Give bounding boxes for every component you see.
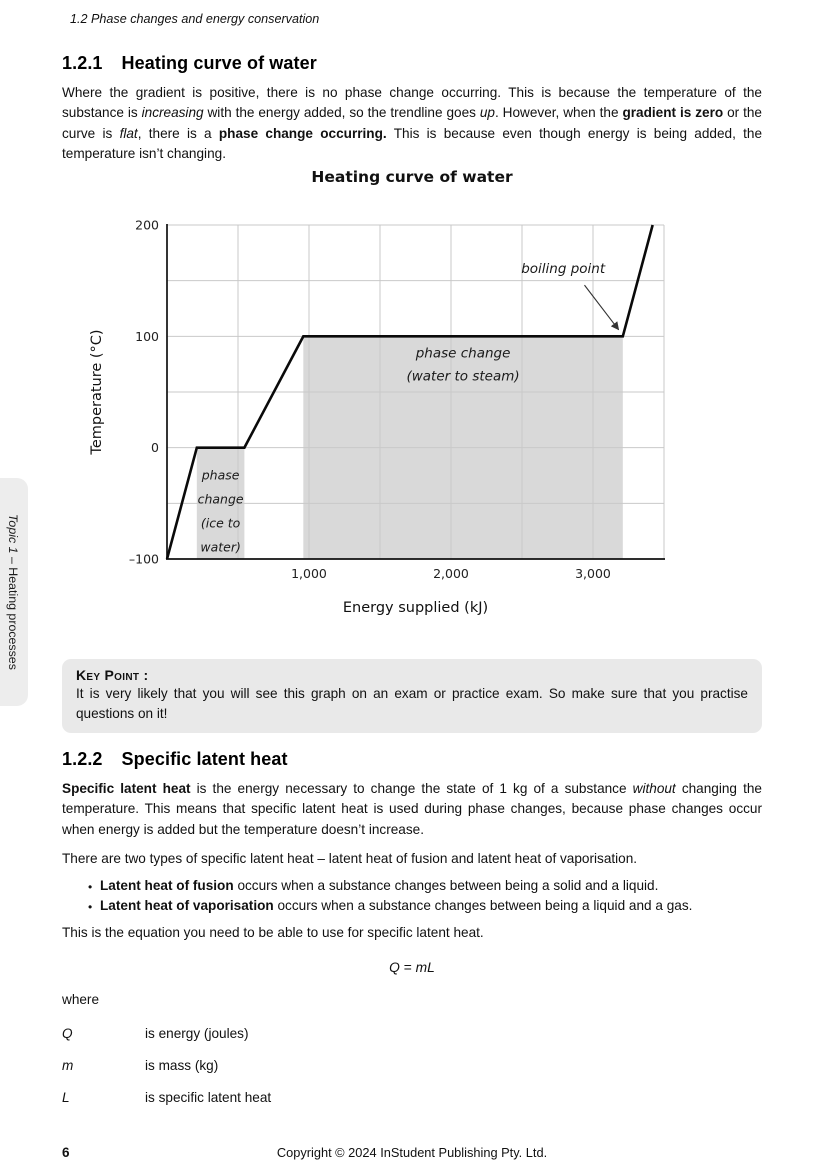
latent-heat-paragraph: Specific latent heat is the energy necessary to change the state of 1 kg of a substance without changing the temperature. This means that specific latent heat is used during phase changes, because phase changes occur when energy is added but the temperature doesn’t increase.	[62, 781, 762, 837]
heating-curve-chart	[85, 217, 762, 622]
page-footer	[62, 1145, 762, 1165]
section-title: Specific latent heat	[121, 749, 288, 770]
bullet-fusion: • Latent heat of fusion occurs when a substance changes between being a solid and a liquid.	[62, 876, 762, 896]
chart-svg	[85, 217, 690, 622]
section-title: Heating curve of water	[121, 53, 317, 73]
latent-heat-bullet-list	[62, 876, 762, 917]
definition-row	[62, 1024, 762, 1043]
definition-row	[62, 1088, 762, 1107]
y-tick-label: 100	[135, 328, 159, 344]
copyright: Copyright © 2024 InStudent Publishing Pty. Ltd.	[276, 1145, 548, 1160]
symbol: m	[62, 1057, 74, 1073]
bullet-vaporisation: • Latent heat of vaporisation occurs when a substance changes between being a liquid and a gas.	[62, 896, 762, 916]
boiling-point-annotation: boiling point	[521, 260, 606, 277]
definition-row	[62, 1056, 762, 1075]
section-heading-122	[62, 749, 762, 770]
definition-text: is energy (joules)	[145, 1025, 249, 1041]
definition-text: is specific latent heat	[145, 1089, 272, 1105]
phase-change-label: change	[197, 491, 244, 507]
intro-paragraph: Where the gradient is positive, there is no phase change occurring. This is because the temperature of the substance is increasing with the energy added, so the trendline goes up. However, when the gradient is zero or the curve is flat, there is a phase change occurring. This is because even though energy is being added, the temperature isn’t changing.	[62, 85, 763, 162]
sidebar-topic-label: Topic 1 – Heating processes	[6, 514, 20, 670]
sidebar-topic-tab	[0, 478, 28, 706]
definition-text: is mass (kg)	[145, 1057, 219, 1073]
section-number: 1.2.1	[62, 53, 103, 73]
y-axis-title: Temperature (°C)	[89, 329, 105, 455]
page-number: 6	[62, 1145, 70, 1160]
symbol: Q	[62, 1025, 73, 1041]
symbol: L	[62, 1089, 70, 1105]
chart-title: Heating curve of water	[311, 167, 513, 186]
running-header: 1.2 Phase changes and energy conservation	[70, 12, 320, 26]
y-tick-label: 0	[151, 439, 159, 455]
section-heading-121	[62, 53, 762, 74]
equation-intro: This is the equation you need to be able to use for specific latent heat.	[62, 925, 484, 941]
equation: Q = mL	[389, 959, 435, 975]
section-number: 1.2.2	[62, 749, 103, 770]
phase-change-label: (water to steam)	[406, 367, 520, 384]
phase-change-label: water)	[200, 539, 241, 555]
where-label: where	[62, 991, 100, 1007]
x-tick-label: 3,000	[575, 565, 611, 581]
phase-change-label: phase	[201, 467, 240, 483]
x-axis-title: Energy supplied (kJ)	[342, 599, 489, 616]
types-line: There are two types of specific latent heat – latent heat of fusion and latent heat of vaporisation.	[62, 851, 638, 867]
definition-list	[62, 1024, 762, 1107]
x-tick-label: 2,000	[433, 565, 469, 581]
key-point-label: Key Point :	[76, 666, 149, 683]
annotation-arrow	[584, 285, 618, 330]
y-tick-label: 200	[135, 217, 159, 233]
key-point-box	[62, 659, 762, 733]
y-tick-label: –100	[128, 551, 159, 567]
x-tick-label: 1,000	[291, 565, 327, 581]
key-point-text: It is very likely that you will see this graph on an exam or practice exam. So make sure that you practise questions on it!	[76, 685, 748, 721]
phase-change-label: (ice to	[200, 515, 241, 531]
phase-change-label: phase change	[415, 344, 511, 361]
